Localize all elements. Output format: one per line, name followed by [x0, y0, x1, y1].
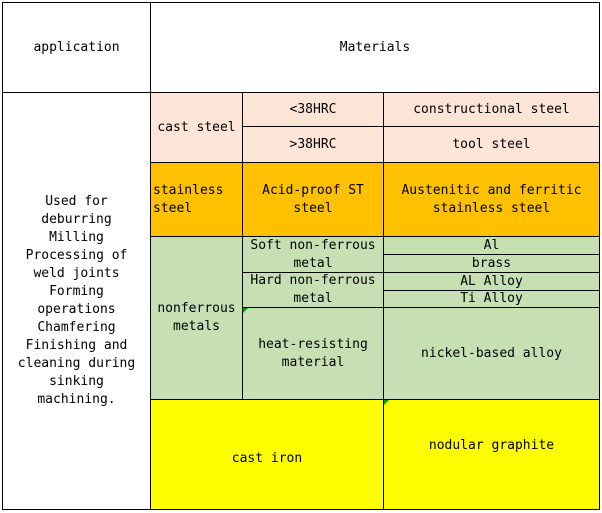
header-application: application: [2, 2, 151, 93]
cast-iron-label: cast iron: [150, 399, 384, 510]
cast-steel-label: cast steel: [150, 92, 243, 163]
nonferrous-label: nonferrous metals: [150, 236, 243, 400]
cast-steel-material-1: constructional steel: [383, 92, 600, 127]
cast-steel-condition-1: <38HRC: [242, 92, 384, 127]
cast-steel-condition-2: >38HRC: [242, 126, 384, 163]
soft-nonferrous: Soft non-ferrous metal: [242, 236, 384, 273]
stainless-steel-label: stainless steel: [150, 162, 243, 237]
material-brass: brass: [383, 254, 600, 273]
cast-iron-material: nodular graphite: [383, 399, 600, 510]
heat-resisting: heat-resisting material: [242, 307, 384, 400]
stainless-steel-material: Austenitic and ferritic stainless steel: [383, 162, 600, 237]
stainless-steel-type: Acid-proof ST steel: [242, 162, 384, 237]
material-al: Al: [383, 236, 600, 255]
cast-steel-material-2: tool steel: [383, 126, 600, 163]
material-al-alloy: AL Alloy: [383, 272, 600, 291]
hard-nonferrous: Hard non-ferrous metal: [242, 272, 384, 308]
material-ti-alloy: Ti Alloy: [383, 290, 600, 308]
material-nickel: nickel-based alloy: [383, 307, 600, 400]
header-materials: Materials: [150, 2, 600, 93]
application-cell: Used for deburring Milling Processing of weld joints Forming operations Chamfering Finishing and cleaning during sinking machining.: [2, 92, 151, 510]
